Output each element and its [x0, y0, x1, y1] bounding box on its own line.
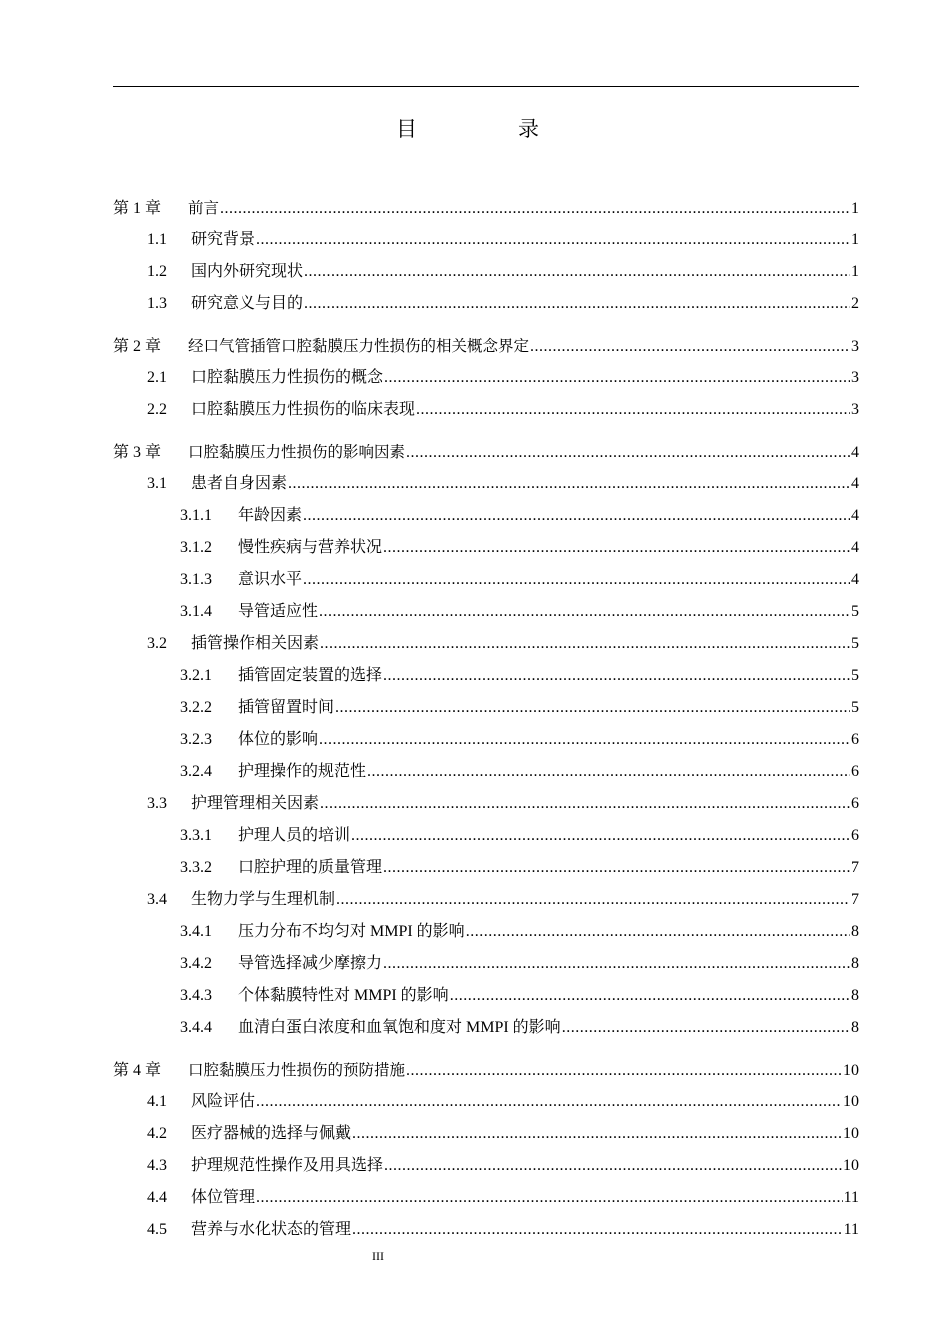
toc-entry-title: 口腔黏膜压力性损伤的预防措施 — [188, 1061, 406, 1079]
toc-entry-page: 4 — [851, 571, 859, 588]
dot-leader — [303, 500, 850, 532]
toc-entry-page: 10 — [843, 1093, 859, 1110]
toc-entry-title: 导管适应性 — [238, 603, 319, 620]
toc-entry-number: 3.4.1 — [180, 923, 212, 940]
toc-section-entry[interactable] — [113, 1086, 859, 1118]
toc-entry-title: 插管操作相关因素 — [191, 635, 320, 652]
dot-leader — [383, 852, 850, 884]
toc-section-entry[interactable] — [113, 1214, 859, 1246]
toc-entry-page: 11 — [843, 1221, 859, 1238]
dot-leader — [320, 628, 850, 660]
toc-section-entry[interactable] — [113, 660, 859, 692]
dot-leader — [367, 756, 850, 788]
toc-entry-number: 3.4.4 — [180, 1019, 212, 1036]
toc-entry-page: 7 — [851, 891, 859, 908]
toc-entry-page: 6 — [851, 827, 859, 844]
toc-entry-title: 插管固定装置的选择 — [238, 667, 383, 684]
toc-entry-number: 3.4 — [147, 891, 167, 908]
toc-entry-number: 3.1.4 — [180, 603, 212, 620]
toc-entry-number: 4.5 — [147, 1221, 167, 1238]
toc-entry-page: 5 — [851, 699, 859, 716]
toc-section-entry[interactable] — [113, 1012, 859, 1044]
toc-entry-page: 10 — [843, 1157, 859, 1174]
toc-entry-page: 10 — [843, 1062, 859, 1079]
toc-entry-title: 国内外研究现状 — [191, 263, 304, 280]
toc-entry-title: 口腔护理的质量管理 — [238, 859, 383, 876]
toc-entry-page: 5 — [851, 667, 859, 684]
toc-entry-page: 8 — [851, 955, 859, 972]
toc-entry-page: 6 — [851, 731, 859, 748]
toc-entry-page: 5 — [851, 603, 859, 620]
toc-chapter-entry[interactable] — [113, 330, 859, 362]
toc-entry-page: 8 — [851, 1019, 859, 1036]
toc-section-entry[interactable] — [113, 1118, 859, 1150]
toc-section-entry[interactable] — [113, 532, 859, 564]
toc-entry-title: 风险评估 — [191, 1093, 256, 1110]
dot-leader — [304, 288, 850, 320]
toc-section-entry[interactable] — [113, 724, 859, 756]
toc-entry-title: 口腔黏膜压力性损伤的临床表现 — [191, 401, 416, 418]
toc-chapter-entry[interactable] — [113, 436, 859, 468]
toc-entry-title: 护理人员的培训 — [238, 827, 351, 844]
toc-entry-title: 研究意义与目的 — [191, 295, 304, 312]
toc-chapter-entry[interactable] — [113, 1054, 859, 1086]
dot-leader — [416, 394, 850, 426]
dot-leader — [562, 1012, 850, 1044]
toc-entry-title: 护理操作的规范性 — [238, 763, 367, 780]
toc-entry-number: 4.4 — [147, 1189, 167, 1206]
toc-entry-page: 3 — [851, 338, 859, 355]
dot-leader — [256, 1182, 843, 1214]
toc-section-entry[interactable] — [113, 394, 859, 426]
toc-section-entry[interactable] — [113, 288, 859, 320]
toc-entry-number: 2.2 — [147, 401, 167, 418]
toc-entry-title: 血清白蛋白浓度和血氧饱和度对 MMPI 的影响 — [238, 1019, 561, 1036]
toc-entry-number: 第 3 章 — [113, 444, 162, 461]
toc-entry-number: 3.2.3 — [180, 731, 212, 748]
toc-title: 目 录 — [396, 117, 579, 141]
toc-entry-title: 研究背景 — [191, 231, 256, 248]
dot-leader — [319, 724, 850, 756]
dot-leader — [352, 1118, 842, 1150]
toc-entry-title: 医疗器械的选择与佩戴 — [191, 1125, 352, 1142]
dot-leader — [303, 564, 850, 596]
toc-entry-title: 意识水平 — [238, 571, 303, 588]
toc-entry-number: 3.4.2 — [180, 955, 212, 972]
toc-entry-number: 3.3.2 — [180, 859, 212, 876]
dot-leader — [384, 362, 850, 394]
toc-entry-page: 3 — [851, 369, 859, 386]
dot-leader — [406, 1055, 842, 1087]
dot-leader — [319, 596, 850, 628]
toc-entry-number: 3.2.2 — [180, 699, 212, 716]
toc-entry-title: 营养与水化状态的管理 — [191, 1221, 352, 1238]
toc-entry-title: 压力分布不均匀对 MMPI 的影响 — [238, 923, 465, 940]
toc-entry-title: 前言 — [188, 199, 220, 217]
dot-leader — [256, 1086, 842, 1118]
dot-leader — [466, 916, 850, 948]
toc-section-entry[interactable] — [113, 788, 859, 820]
dot-leader — [336, 884, 850, 916]
toc-entry-title: 慢性疾病与营养状况 — [238, 539, 383, 556]
toc-section-entry[interactable] — [113, 692, 859, 724]
toc-entry-number: 3.4.3 — [180, 987, 212, 1004]
dot-leader — [351, 820, 850, 852]
toc-entry-number: 3.2.4 — [180, 763, 212, 780]
toc-section-entry[interactable] — [113, 468, 859, 500]
dot-leader — [383, 660, 850, 692]
toc-entry-number: 2.1 — [147, 369, 167, 386]
table-of-contents — [113, 192, 859, 1246]
toc-section-entry[interactable] — [113, 948, 859, 980]
dot-leader — [384, 1150, 842, 1182]
toc-entry-title: 体位的影响 — [238, 731, 319, 748]
toc-chapter-entry[interactable] — [113, 192, 859, 224]
toc-entry-page: 5 — [851, 635, 859, 652]
toc-section-entry[interactable] — [113, 564, 859, 596]
toc-entry-title: 个体黏膜特性对 MMPI 的影响 — [238, 987, 449, 1004]
toc-section-entry[interactable] — [113, 224, 859, 256]
toc-entry-page: 4 — [851, 475, 859, 492]
toc-entry-title: 年龄因素 — [238, 507, 303, 524]
toc-entry-title: 口腔黏膜压力性损伤的影响因素 — [188, 443, 406, 461]
toc-entry-number: 1.2 — [147, 263, 167, 280]
dot-leader — [406, 437, 850, 469]
dot-leader — [335, 692, 850, 724]
toc-entry-page: 8 — [851, 987, 859, 1004]
dot-leader — [352, 1214, 843, 1246]
toc-entry-number: 3.1.3 — [180, 571, 212, 588]
toc-entry-number: 第 1 章 — [113, 200, 162, 217]
toc-entry-title: 体位管理 — [191, 1189, 256, 1206]
dot-leader — [220, 193, 850, 225]
toc-section-entry[interactable] — [113, 884, 859, 916]
toc-entry-page: 7 — [851, 859, 859, 876]
toc-entry-title: 生物力学与生理机制 — [191, 891, 336, 908]
toc-entry-number: 第 2 章 — [113, 338, 162, 355]
toc-entry-page: 1 — [851, 263, 859, 280]
toc-entry-number: 3.1 — [147, 475, 167, 492]
toc-entry-number: 第 4 章 — [113, 1062, 162, 1079]
toc-entry-page: 6 — [851, 763, 859, 780]
toc-entry-title: 患者自身因素 — [191, 475, 288, 492]
toc-entry-title: 插管留置时间 — [238, 699, 335, 716]
toc-section-entry[interactable] — [113, 256, 859, 288]
toc-entry-page: 1 — [851, 200, 859, 217]
toc-section-entry[interactable] — [113, 500, 859, 532]
toc-entry-page: 3 — [851, 401, 859, 418]
dot-leader — [450, 980, 850, 1012]
dot-leader — [530, 331, 850, 363]
toc-entry-number: 3.1.1 — [180, 507, 212, 524]
toc-entry-page: 8 — [851, 923, 859, 940]
toc-entry-page: 6 — [851, 795, 859, 812]
toc-section-entry[interactable] — [113, 916, 859, 948]
toc-section-entry[interactable] — [113, 362, 859, 394]
dot-leader — [304, 256, 850, 288]
toc-section-entry[interactable] — [113, 820, 859, 852]
toc-section-entry[interactable] — [113, 1150, 859, 1182]
toc-section-entry[interactable] — [113, 628, 859, 660]
toc-entry-page: 10 — [843, 1125, 859, 1142]
toc-entry-number: 3.2.1 — [180, 667, 212, 684]
dot-leader — [288, 468, 850, 500]
header-rule — [113, 86, 859, 87]
toc-entry-title: 护理规范性操作及用具选择 — [191, 1157, 384, 1174]
toc-entry-title: 护理管理相关因素 — [191, 795, 320, 812]
toc-entry-number: 3.1.2 — [180, 539, 212, 556]
toc-section-entry[interactable] — [113, 980, 859, 1012]
toc-section-entry[interactable] — [113, 1182, 859, 1214]
page-number-footer: III — [372, 1249, 384, 1263]
toc-entry-page: 4 — [851, 539, 859, 556]
dot-leader — [256, 224, 850, 256]
toc-entry-title: 导管选择减少摩擦力 — [238, 955, 383, 972]
toc-entry-page: 11 — [843, 1189, 859, 1206]
toc-entry-number: 1.1 — [147, 231, 167, 248]
toc-section-entry[interactable] — [113, 596, 859, 628]
toc-entry-page: 4 — [851, 444, 859, 461]
toc-entry-page: 1 — [851, 231, 859, 248]
toc-entry-number: 3.3 — [147, 795, 167, 812]
toc-entry-page: 2 — [851, 295, 859, 312]
toc-entry-number: 1.3 — [147, 295, 167, 312]
toc-section-entry[interactable] — [113, 852, 859, 884]
toc-entry-number: 4.3 — [147, 1157, 167, 1174]
toc-entry-number: 4.2 — [147, 1125, 167, 1142]
dot-leader — [320, 788, 850, 820]
toc-entry-number: 3.3.1 — [180, 827, 212, 844]
toc-entry-number: 3.2 — [147, 635, 167, 652]
toc-entry-title: 口腔黏膜压力性损伤的概念 — [191, 369, 384, 386]
dot-leader — [383, 948, 850, 980]
toc-entry-page: 4 — [851, 507, 859, 524]
toc-section-entry[interactable] — [113, 756, 859, 788]
toc-entry-number: 4.1 — [147, 1093, 167, 1110]
dot-leader — [383, 532, 850, 564]
toc-entry-title: 经口气管插管口腔黏膜压力性损伤的相关概念界定 — [188, 337, 530, 355]
